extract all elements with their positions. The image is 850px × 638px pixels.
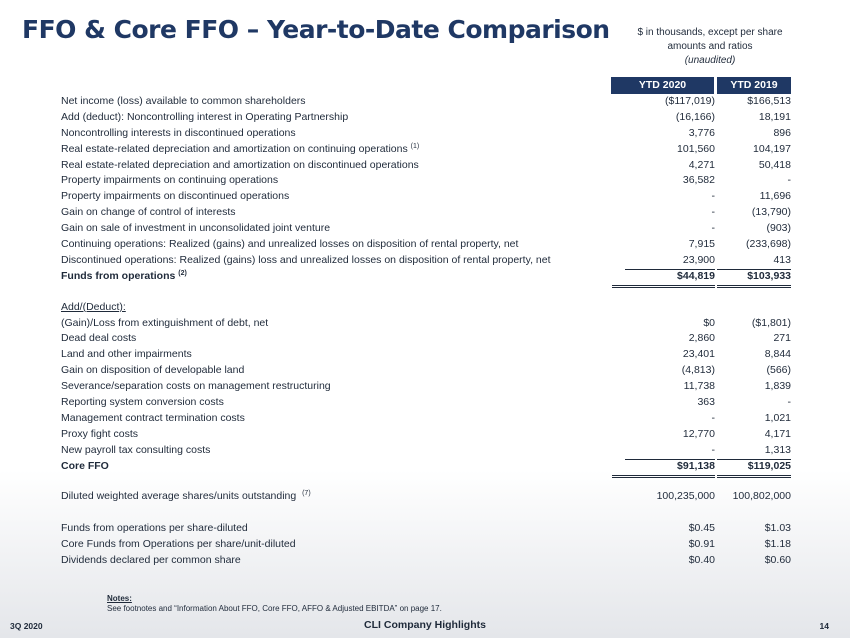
value-ytd-2020: $44,819 — [612, 269, 715, 288]
value-ytd-2019: 8,844 — [764, 348, 791, 361]
spacer — [61, 505, 801, 521]
page-title: FFO & Core FFO – Year-to-Date Comparison — [22, 15, 610, 44]
row-label: Real estate-related depreciation and amortization on discontinued operations — [61, 158, 419, 171]
value-ytd-2020: 100,235,000 — [656, 490, 715, 503]
notes-title: Notes: — [107, 594, 132, 603]
value-ytd-2020: 12,770 — [682, 427, 715, 440]
value-ytd-2020: - — [711, 411, 715, 424]
row-label-text: Diluted weighted average shares/units outstanding — [61, 490, 297, 503]
value-ytd-2019: 271 — [773, 332, 791, 345]
value-ytd-2019: (233,698) — [746, 238, 791, 251]
value-ytd-2019: (903) — [766, 222, 791, 235]
row-label-with-footnote — [61, 269, 187, 285]
value-ytd-2019: $166,513 — [747, 95, 791, 107]
footnote-marker: (2) — [178, 269, 187, 277]
value-ytd-2019: 50,418 — [758, 158, 791, 171]
row-label: Dead deal costs — [61, 332, 137, 345]
row-label: Continuing operations: Realized (gains) and unrealized losses on disposition of rental property, net — [61, 238, 519, 251]
value-ytd-2020: 3,776 — [688, 126, 715, 139]
table-row — [61, 221, 801, 237]
value-ytd-2019: (566) — [766, 364, 791, 377]
value-ytd-2019: 1,839 — [764, 380, 791, 393]
footnote-marker: (1) — [410, 142, 420, 150]
row-label: New payroll tax consulting costs — [61, 443, 211, 456]
value-ytd-2019: 413 — [717, 253, 791, 270]
table-row — [61, 427, 801, 443]
value-ytd-2020: 101,560 — [677, 142, 715, 155]
value-ytd-2019: - — [787, 396, 791, 409]
notes-text: See footnotes and “Information About FFO, Core FFO, AFFO & Adjusted EBITDA” on page 17. — [107, 604, 442, 613]
row-label-text: Funds from operations — [61, 269, 176, 282]
table-row — [61, 205, 801, 221]
units-note — [600, 26, 820, 68]
row-label: Proxy fight costs — [61, 427, 139, 440]
shares-row — [61, 489, 801, 505]
value-ytd-2019: $103,933 — [717, 269, 791, 288]
ffo-total-row — [61, 269, 801, 285]
row-label: Property impairments on continuing operations — [61, 174, 279, 187]
table-row — [61, 158, 801, 174]
value-ytd-2020: 23,401 — [682, 348, 715, 361]
value-ytd-2020: ($117,019) — [664, 95, 715, 107]
value-ytd-2020: (16,166) — [675, 110, 715, 123]
table-row — [61, 521, 801, 537]
row-label-with-footnote — [61, 489, 311, 505]
value-ytd-2020: 2,860 — [688, 332, 715, 345]
table-row — [61, 411, 801, 427]
value-ytd-2020: 363 — [697, 396, 715, 409]
table-row — [61, 142, 801, 158]
table-row — [61, 316, 801, 332]
value-ytd-2020: 11,738 — [683, 380, 715, 393]
row-label: Land and other impairments — [61, 348, 192, 361]
footer-quarter: 3Q 2020 — [10, 621, 43, 631]
notes — [107, 594, 442, 614]
column-header-ytd-2020: YTD 2020 — [611, 77, 714, 94]
value-ytd-2020: 23,900 — [625, 253, 715, 270]
table-row — [61, 331, 801, 347]
row-label: Dividends declared per common share — [61, 554, 241, 567]
row-label: Gain on sale of investment in unconsolidated joint venture — [61, 222, 331, 235]
row-label-text: Real estate-related depreciation and amortization on continuing operations — [61, 142, 408, 155]
table-row — [61, 395, 801, 411]
row-label: Severance/separation costs on management restructuring — [61, 380, 331, 393]
value-ytd-2019: 100,802,000 — [732, 490, 791, 503]
table-row — [61, 553, 801, 569]
row-label: Discontinued operations: Realized (gains) loss and unrealized losses on disposition of rental property, net — [61, 253, 551, 266]
row-label: Core FFO — [61, 459, 109, 472]
table-row — [61, 363, 801, 379]
row-label: Funds from operations per share-diluted — [61, 522, 248, 535]
row-label: Core Funds from Operations per share/unit-diluted — [61, 538, 296, 551]
row-label: Add (deduct): Noncontrolling interest in Operating Partnership — [61, 110, 349, 123]
units-line-2: amounts and ratios — [667, 41, 753, 52]
row-label-with-footnote — [61, 142, 419, 158]
units-line-1: $ in thousands, except per share — [637, 27, 783, 38]
value-ytd-2020: - — [711, 206, 715, 219]
table-row — [61, 173, 801, 189]
table-row — [61, 537, 801, 553]
row-label: Net income (loss) available to common shareholders — [61, 95, 306, 107]
value-ytd-2019: 18,191 — [758, 110, 791, 123]
column-header-ytd-2019: YTD 2019 — [717, 77, 791, 94]
value-ytd-2019: $0.60 — [764, 554, 791, 567]
table-row — [61, 189, 801, 205]
value-ytd-2019: - — [787, 174, 791, 187]
ffo-table — [61, 94, 801, 569]
core-ffo-total-row — [61, 459, 801, 475]
table-row — [61, 347, 801, 363]
value-ytd-2019: 1,021 — [764, 411, 791, 424]
row-label: Reporting system conversion costs — [61, 396, 224, 409]
value-ytd-2020: $0.91 — [688, 538, 715, 551]
row-label: Gain on change of control of interests — [61, 206, 236, 219]
value-ytd-2019: (13,790) — [751, 206, 791, 219]
value-ytd-2020: 7,915 — [688, 238, 715, 251]
value-ytd-2020: 4,271 — [688, 158, 715, 171]
table-row — [61, 379, 801, 395]
value-ytd-2019: $1.03 — [764, 522, 791, 535]
section-header — [61, 300, 801, 316]
table-row — [61, 94, 801, 110]
value-ytd-2019: 104,197 — [753, 142, 791, 155]
row-label: Noncontrolling interests in discontinued operations — [61, 126, 296, 139]
value-ytd-2020: - — [711, 222, 715, 235]
row-label: Gain on disposition of developable land — [61, 364, 245, 377]
value-ytd-2020: $0.40 — [688, 554, 715, 567]
value-ytd-2020: $91,138 — [612, 459, 715, 478]
row-label: (Gain)/Loss from extinguishment of debt, net — [61, 316, 269, 329]
value-ytd-2019: ($1,801) — [751, 316, 791, 329]
row-label: Property impairments on discontinued operations — [61, 190, 290, 203]
value-ytd-2020: $0.45 — [688, 522, 715, 535]
page-number: 14 — [819, 621, 829, 631]
adjustments-header: Add/(Deduct): — [61, 300, 126, 313]
value-ytd-2019: $119,025 — [717, 459, 791, 478]
table-row — [61, 237, 801, 253]
value-ytd-2020: - — [711, 190, 715, 203]
footnote-marker: (7) — [302, 490, 311, 498]
value-ytd-2020: 36,582 — [682, 174, 715, 187]
table-row — [61, 443, 801, 459]
table-row — [61, 126, 801, 142]
value-ytd-2020: (4,813) — [681, 364, 715, 377]
value-ytd-2019: 4,171 — [764, 427, 791, 440]
value-ytd-2019: $1.18 — [764, 538, 791, 551]
row-label: Management contract termination costs — [61, 411, 245, 424]
value-ytd-2019: 896 — [773, 126, 791, 139]
value-ytd-2019: 11,696 — [759, 190, 791, 203]
value-ytd-2020: - — [625, 443, 715, 460]
footer-title: CLI Company Highlights — [364, 619, 486, 631]
value-ytd-2019: 1,313 — [717, 443, 791, 460]
units-line-3: (unaudited) — [684, 55, 736, 66]
value-ytd-2020: $0 — [703, 316, 715, 329]
table-row — [61, 253, 801, 269]
table-row — [61, 110, 801, 126]
